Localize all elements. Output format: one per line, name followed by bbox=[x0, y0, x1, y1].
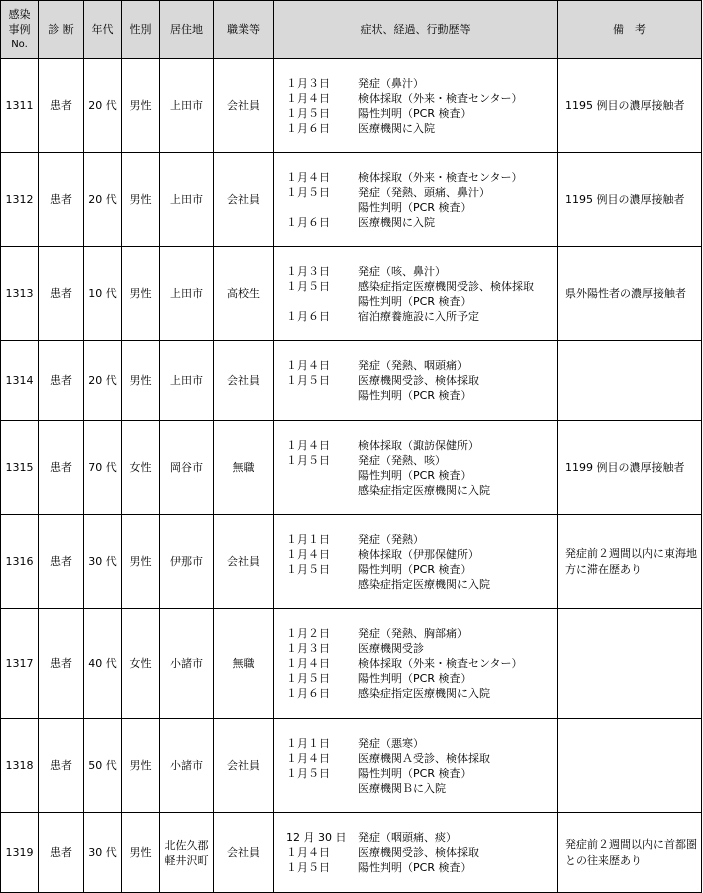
event-text: 発症（発熱、頭痛、鼻汁） bbox=[358, 185, 490, 199]
event-line bbox=[286, 468, 557, 483]
header-age: 年代 bbox=[84, 1, 122, 59]
case-no-cell: 1312 bbox=[1, 153, 39, 247]
sex-cell: 男性 bbox=[122, 59, 160, 153]
diagnosis-cell: 患者 bbox=[39, 719, 84, 813]
header-case-no-line2: 事例 bbox=[8, 23, 31, 36]
case-no-cell: 1311 bbox=[1, 59, 39, 153]
event-line bbox=[286, 453, 557, 468]
event-date: １月４日 bbox=[286, 91, 330, 105]
table-row bbox=[1, 247, 702, 341]
event-line bbox=[286, 279, 557, 294]
age-cell: 20 代 bbox=[84, 341, 122, 421]
header-case-no bbox=[1, 1, 39, 59]
table-row bbox=[1, 341, 702, 421]
event-text: 検体採取（外来・検査センター） bbox=[358, 170, 523, 184]
table-body bbox=[1, 59, 702, 893]
residence-cell: 上田市 bbox=[160, 341, 214, 421]
table-row bbox=[1, 609, 702, 719]
remarks-cell bbox=[558, 719, 702, 813]
event-text: 医療機関受診 bbox=[358, 642, 424, 655]
occupation-cell: 会社員 bbox=[214, 341, 274, 421]
residence-cell: 上田市 bbox=[160, 59, 214, 153]
sex-cell: 男性 bbox=[122, 341, 160, 421]
progress-cell bbox=[274, 247, 558, 341]
event-date: １月４日 bbox=[286, 359, 330, 372]
event-text: 陽性判明（PCR 検査） bbox=[358, 200, 472, 214]
event-date: １月５日 bbox=[286, 562, 330, 576]
event-date: １月６日 bbox=[286, 121, 330, 135]
event-text: 医療機関受診、検体採取 bbox=[358, 374, 479, 387]
table-row bbox=[1, 813, 702, 893]
diagnosis-cell: 患者 bbox=[39, 813, 84, 893]
event-text: 陽性判明（PCR 検査） bbox=[358, 766, 472, 780]
remarks-cell: 発症前２週間以内に東海地方に滞在歴あり bbox=[558, 515, 702, 609]
event-text: 医療機関Ｂに入院 bbox=[358, 781, 446, 795]
sex-cell: 男性 bbox=[122, 247, 160, 341]
event-text: 陽性判明（PCR 検査） bbox=[358, 468, 472, 482]
event-line bbox=[286, 200, 557, 215]
event-line bbox=[286, 562, 557, 577]
event-text: 陽性判明（PCR 検査） bbox=[358, 562, 472, 576]
event-date bbox=[286, 468, 358, 483]
occupation-cell: 無職 bbox=[214, 609, 274, 719]
age-cell: 50 代 bbox=[84, 719, 122, 813]
event-line bbox=[286, 626, 557, 641]
event-text: 宿泊療養施設に入所予定 bbox=[358, 309, 479, 323]
residence-cell: 岡谷市 bbox=[160, 421, 214, 515]
diagnosis-cell: 患者 bbox=[39, 59, 84, 153]
event-line bbox=[286, 860, 557, 875]
event-line bbox=[286, 577, 557, 592]
case-no-cell: 1319 bbox=[1, 813, 39, 893]
event-date: １月４日 bbox=[286, 657, 330, 670]
event-date: １月５日 bbox=[286, 861, 330, 874]
header-progress: 症状、経過、行動歴等 bbox=[274, 1, 558, 59]
event-line bbox=[286, 686, 557, 701]
header-row bbox=[1, 1, 702, 59]
event-text: 陽性判明（PCR 検査） bbox=[358, 672, 472, 685]
event-text: 検体採取（伊那保健所） bbox=[358, 547, 479, 561]
sex-cell: 男性 bbox=[122, 719, 160, 813]
diagnosis-cell: 患者 bbox=[39, 515, 84, 609]
event-line bbox=[286, 641, 557, 656]
event-date bbox=[286, 577, 358, 592]
event-date: １月５日 bbox=[286, 672, 330, 685]
table-row bbox=[1, 515, 702, 609]
residence-line: 軽井沢町 bbox=[164, 853, 209, 867]
remarks-cell: 1195 例目の濃厚接触者 bbox=[558, 153, 702, 247]
event-text: 陽性判明（PCR 検査） bbox=[358, 389, 472, 402]
table-row bbox=[1, 153, 702, 247]
event-text: 医療機関受診、検体採取 bbox=[358, 846, 479, 859]
event-date: １月４日 bbox=[286, 170, 330, 184]
occupation-cell: 無職 bbox=[214, 421, 274, 515]
progress-cell bbox=[274, 59, 558, 153]
event-text: 検体採取（諏訪保健所） bbox=[358, 438, 479, 452]
event-text: 発症（発熱、胸部痛） bbox=[358, 627, 468, 640]
event-text: 陽性判明（PCR 検査） bbox=[358, 106, 472, 120]
event-text: 陽性判明（PCR 検査） bbox=[358, 294, 472, 308]
event-line bbox=[286, 830, 557, 845]
event-text: 発症（鼻汁） bbox=[358, 76, 424, 90]
case-no-cell: 1317 bbox=[1, 609, 39, 719]
progress-cell bbox=[274, 341, 558, 421]
age-cell: 20 代 bbox=[84, 153, 122, 247]
remarks-cell: 発症前２週間以内に首都圏との往来歴あり bbox=[558, 813, 702, 893]
event-line bbox=[286, 185, 557, 200]
event-text: 発症（咽頭痛、痰） bbox=[358, 831, 457, 844]
event-date: １月５日 bbox=[286, 185, 330, 199]
event-date: １月４日 bbox=[286, 846, 330, 859]
occupation-cell: 会社員 bbox=[214, 153, 274, 247]
sex-cell: 女性 bbox=[122, 609, 160, 719]
event-date: 12 月 30 日 bbox=[286, 831, 347, 844]
sex-cell: 女性 bbox=[122, 421, 160, 515]
event-line bbox=[286, 656, 557, 671]
event-text: 医療機関に入院 bbox=[358, 215, 435, 229]
event-date: １月５日 bbox=[286, 374, 330, 387]
event-date: １月４日 bbox=[286, 751, 330, 765]
event-date: １月１日 bbox=[286, 736, 330, 750]
residence-line: 北佐久郡 bbox=[164, 838, 209, 852]
remarks-cell: 県外陽性者の濃厚接触者 bbox=[558, 247, 702, 341]
case-no-cell: 1315 bbox=[1, 421, 39, 515]
event-date bbox=[286, 200, 358, 215]
table-row bbox=[1, 719, 702, 813]
header-case-no-line3: No. bbox=[11, 39, 28, 50]
event-line bbox=[286, 373, 557, 388]
diagnosis-cell: 患者 bbox=[39, 247, 84, 341]
event-line bbox=[286, 309, 557, 324]
event-date bbox=[286, 388, 358, 403]
occupation-cell: 会社員 bbox=[214, 813, 274, 893]
event-text: 発症（咳、鼻汁） bbox=[358, 264, 446, 278]
progress-cell bbox=[274, 421, 558, 515]
event-date: １月２日 bbox=[286, 627, 330, 640]
age-cell: 70 代 bbox=[84, 421, 122, 515]
remarks-cell: 1199 例目の濃厚接触者 bbox=[558, 421, 702, 515]
event-date bbox=[286, 483, 358, 498]
header-remarks: 備 考 bbox=[558, 1, 702, 59]
event-text: 検体採取（外来・検査センター） bbox=[358, 657, 523, 670]
header-case-no-line1: 感染 bbox=[8, 8, 31, 21]
event-line bbox=[286, 547, 557, 562]
event-line bbox=[286, 845, 557, 860]
event-text: 医療機関Ａ受診、検体採取 bbox=[358, 751, 490, 765]
case-no-cell: 1314 bbox=[1, 341, 39, 421]
event-date: １月４日 bbox=[286, 547, 330, 561]
diagnosis-cell: 患者 bbox=[39, 153, 84, 247]
remarks-cell bbox=[558, 341, 702, 421]
event-text: 検体採取（外来・検査センター） bbox=[358, 91, 523, 105]
event-date: １月５日 bbox=[286, 766, 330, 780]
case-no-cell: 1318 bbox=[1, 719, 39, 813]
remarks-cell: 1195 例目の濃厚接触者 bbox=[558, 59, 702, 153]
residence-cell: 小諸市 bbox=[160, 719, 214, 813]
progress-cell bbox=[274, 719, 558, 813]
event-text: 発症（悪寒） bbox=[358, 736, 424, 750]
event-text: 感染症指定医療機関に入院 bbox=[358, 687, 490, 700]
event-text: 発症（発熱、咳） bbox=[358, 453, 446, 467]
residence-cell: 小諸市 bbox=[160, 609, 214, 719]
header-residence: 居住地 bbox=[160, 1, 214, 59]
event-line bbox=[286, 215, 557, 230]
diagnosis-cell: 患者 bbox=[39, 421, 84, 515]
residence-cell: 上田市 bbox=[160, 247, 214, 341]
occupation-cell: 高校生 bbox=[214, 247, 274, 341]
event-line bbox=[286, 91, 557, 106]
event-line bbox=[286, 766, 557, 781]
case-no-cell: 1313 bbox=[1, 247, 39, 341]
event-line bbox=[286, 388, 557, 403]
event-line bbox=[286, 532, 557, 547]
case-no-cell: 1316 bbox=[1, 515, 39, 609]
event-date: １月４日 bbox=[286, 438, 330, 452]
residence-cell bbox=[160, 813, 214, 893]
event-line bbox=[286, 358, 557, 373]
event-date: １月５日 bbox=[286, 106, 330, 120]
sex-cell: 男性 bbox=[122, 515, 160, 609]
event-line bbox=[286, 781, 557, 796]
occupation-cell: 会社員 bbox=[214, 515, 274, 609]
event-date: １月６日 bbox=[286, 215, 330, 229]
event-line bbox=[286, 751, 557, 766]
event-line bbox=[286, 736, 557, 751]
event-date: １月５日 bbox=[286, 453, 330, 467]
progress-cell bbox=[274, 515, 558, 609]
progress-cell bbox=[274, 813, 558, 893]
residence-cell: 上田市 bbox=[160, 153, 214, 247]
diagnosis-cell: 患者 bbox=[39, 609, 84, 719]
event-text: 感染症指定医療機関に入院 bbox=[358, 483, 490, 497]
event-date bbox=[286, 781, 358, 796]
event-text: 陽性判明（PCR 検査） bbox=[358, 861, 472, 874]
sex-cell: 男性 bbox=[122, 153, 160, 247]
event-date: １月３日 bbox=[286, 264, 330, 278]
event-text: 感染症指定医療機関受診、検体採取 bbox=[358, 279, 534, 293]
event-date: １月６日 bbox=[286, 309, 330, 323]
age-cell: 30 代 bbox=[84, 515, 122, 609]
event-date: １月６日 bbox=[286, 687, 330, 700]
event-date bbox=[286, 294, 358, 309]
event-line bbox=[286, 671, 557, 686]
event-text: 発症（発熱、咽頭痛） bbox=[358, 359, 468, 372]
age-cell: 10 代 bbox=[84, 247, 122, 341]
header-diagnosis: 診 断 bbox=[39, 1, 84, 59]
event-line bbox=[286, 264, 557, 279]
occupation-cell: 会社員 bbox=[214, 59, 274, 153]
diagnosis-cell: 患者 bbox=[39, 341, 84, 421]
event-text: 発症（発熱） bbox=[358, 532, 424, 546]
event-text: 感染症指定医療機関に入院 bbox=[358, 577, 490, 591]
event-date: １月３日 bbox=[286, 642, 330, 655]
event-line bbox=[286, 76, 557, 91]
event-line bbox=[286, 106, 557, 121]
table-row bbox=[1, 421, 702, 515]
sex-cell: 男性 bbox=[122, 813, 160, 893]
remarks-cell bbox=[558, 609, 702, 719]
progress-cell bbox=[274, 153, 558, 247]
event-date: １月１日 bbox=[286, 532, 330, 546]
event-line bbox=[286, 483, 557, 498]
age-cell: 40 代 bbox=[84, 609, 122, 719]
header-sex: 性別 bbox=[122, 1, 160, 59]
residence-cell: 伊那市 bbox=[160, 515, 214, 609]
age-cell: 20 代 bbox=[84, 59, 122, 153]
event-line bbox=[286, 294, 557, 309]
occupation-cell: 会社員 bbox=[214, 719, 274, 813]
event-line bbox=[286, 170, 557, 185]
event-date: １月３日 bbox=[286, 76, 330, 90]
event-line bbox=[286, 438, 557, 453]
progress-cell bbox=[274, 609, 558, 719]
event-date: １月５日 bbox=[286, 279, 330, 293]
event-line bbox=[286, 121, 557, 136]
header-occupation: 職業等 bbox=[214, 1, 274, 59]
event-text: 医療機関に入院 bbox=[358, 121, 435, 135]
table-row bbox=[1, 59, 702, 153]
age-cell: 30 代 bbox=[84, 813, 122, 893]
